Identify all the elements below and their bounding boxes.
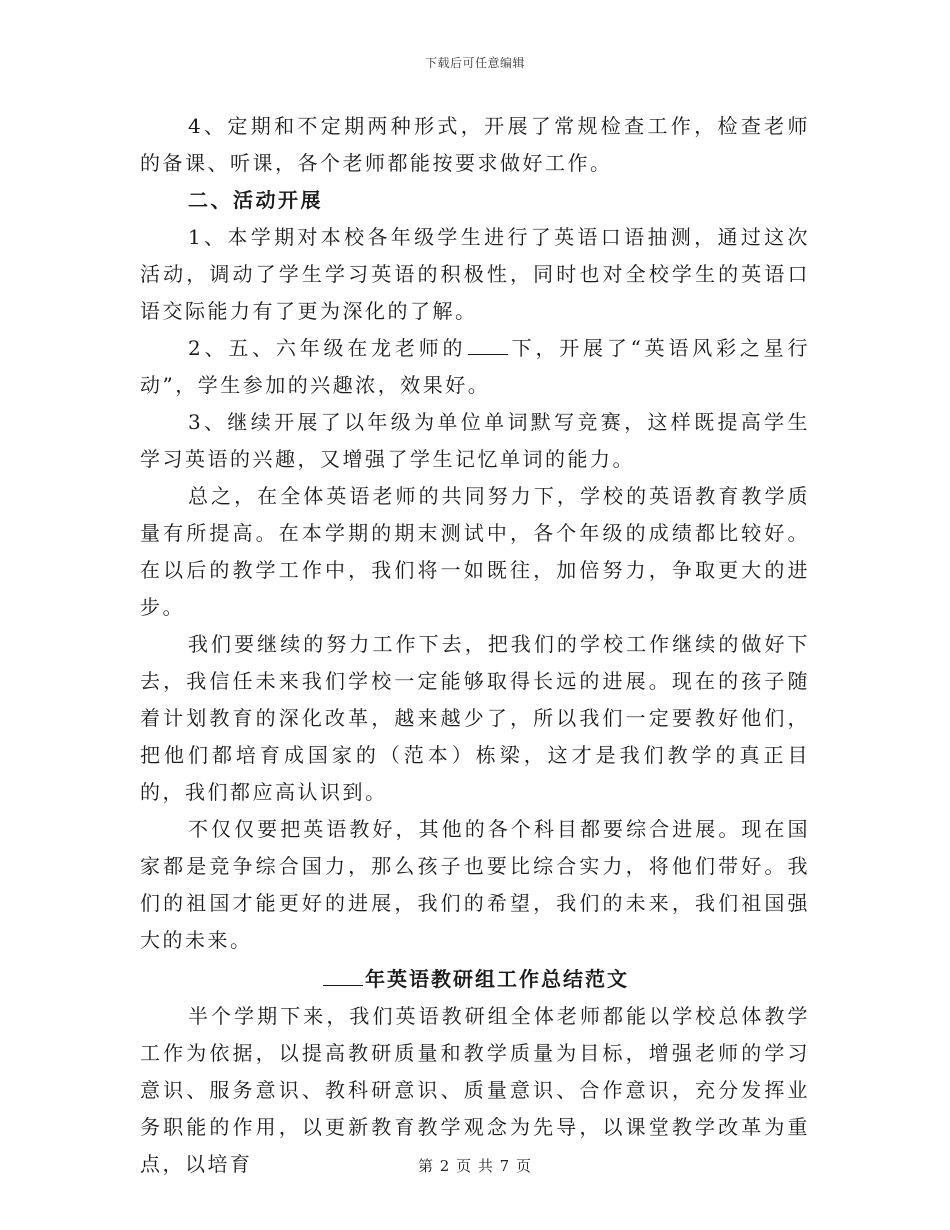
title-year-blank: [323, 984, 363, 986]
document-body: [140, 108, 810, 1183]
fill-in-blank: [468, 353, 508, 355]
document-title-text: 年英语教研组工作总结范文: [365, 967, 629, 991]
paragraph-star-action-end: 下，开展了“英语风彩之星行动”，学生参加的兴趣浓，效果好。: [140, 336, 810, 397]
section-heading-activities: 二、活动开展: [188, 188, 323, 212]
paragraph-star-action-start: 2、五、六年级在龙老师的: [188, 336, 467, 360]
paragraph-inspection: 4、定期和不定期两种形式，开展了常规检查工作，检查老师的备课、听课，各个老师都能按要求做好工作。: [140, 114, 810, 175]
header-note: 下载后可任意编辑: [424, 56, 525, 70]
paragraph-summary: 总之，在全体英语老师的共同努力下，学校的英语教育教学质量有所提高。在本学期的期末测试中，各个年级的成绩都比较好。在以后的教学工作中，我们将一如既往，加倍努力，争取更大的进步。: [140, 484, 810, 619]
paragraph-oral-test: 1、本学期对本校各年级学生进行了英语口语抽测，通过这次活动，调动了学生学习英语的积极性，同时也对全校学生的英语口语交际能力有了更为深化的了解。: [140, 225, 810, 323]
paragraph-dictation: 3、继续开展了以年级为单位单词默写竞赛，这样既提高学生学习英语的兴趣，又增强了学生记忆单词的能力。: [140, 410, 810, 471]
paragraph-intro: 半个学期下来，我们英语教研组全体老师都能以学校总体教学工作为依据，以提高教研质量和教学质量为目标，增强老师的学习意识、服务意识、教科研意识、质量意识、合作意识，充分发挥业务职能的作用，以更新教育教学观念为先导，以课堂教学改革为重点，以培育: [140, 1004, 810, 1176]
page-number: 第 2 页 共 7 页: [418, 1157, 532, 1175]
document-title: [140, 961, 810, 998]
paragraph-all-subjects: 不仅仅要把英语教好，其他的各个科目都要综合进展。现在国家都是竞争综合国力，那么孩子也要比综合实力，将他们带好。我们的祖国才能更好的进展，我们的希望，我们的未来，我们祖国强大的未来。: [140, 817, 810, 952]
paragraph-star-action: [140, 330, 810, 404]
paragraph-future: 我们要继续的努力工作下去，把我们的学校工作继续的做好下去，我信任未来我们学校一定能够取得长远的进展。现在的孩子随着计划教育的深化改革，越来越少了，所以我们一定要教好他们，把他们都培育成国家的（范本）栋梁，这才是我们教学的真正目的，我们都应高认识到。: [140, 632, 810, 804]
